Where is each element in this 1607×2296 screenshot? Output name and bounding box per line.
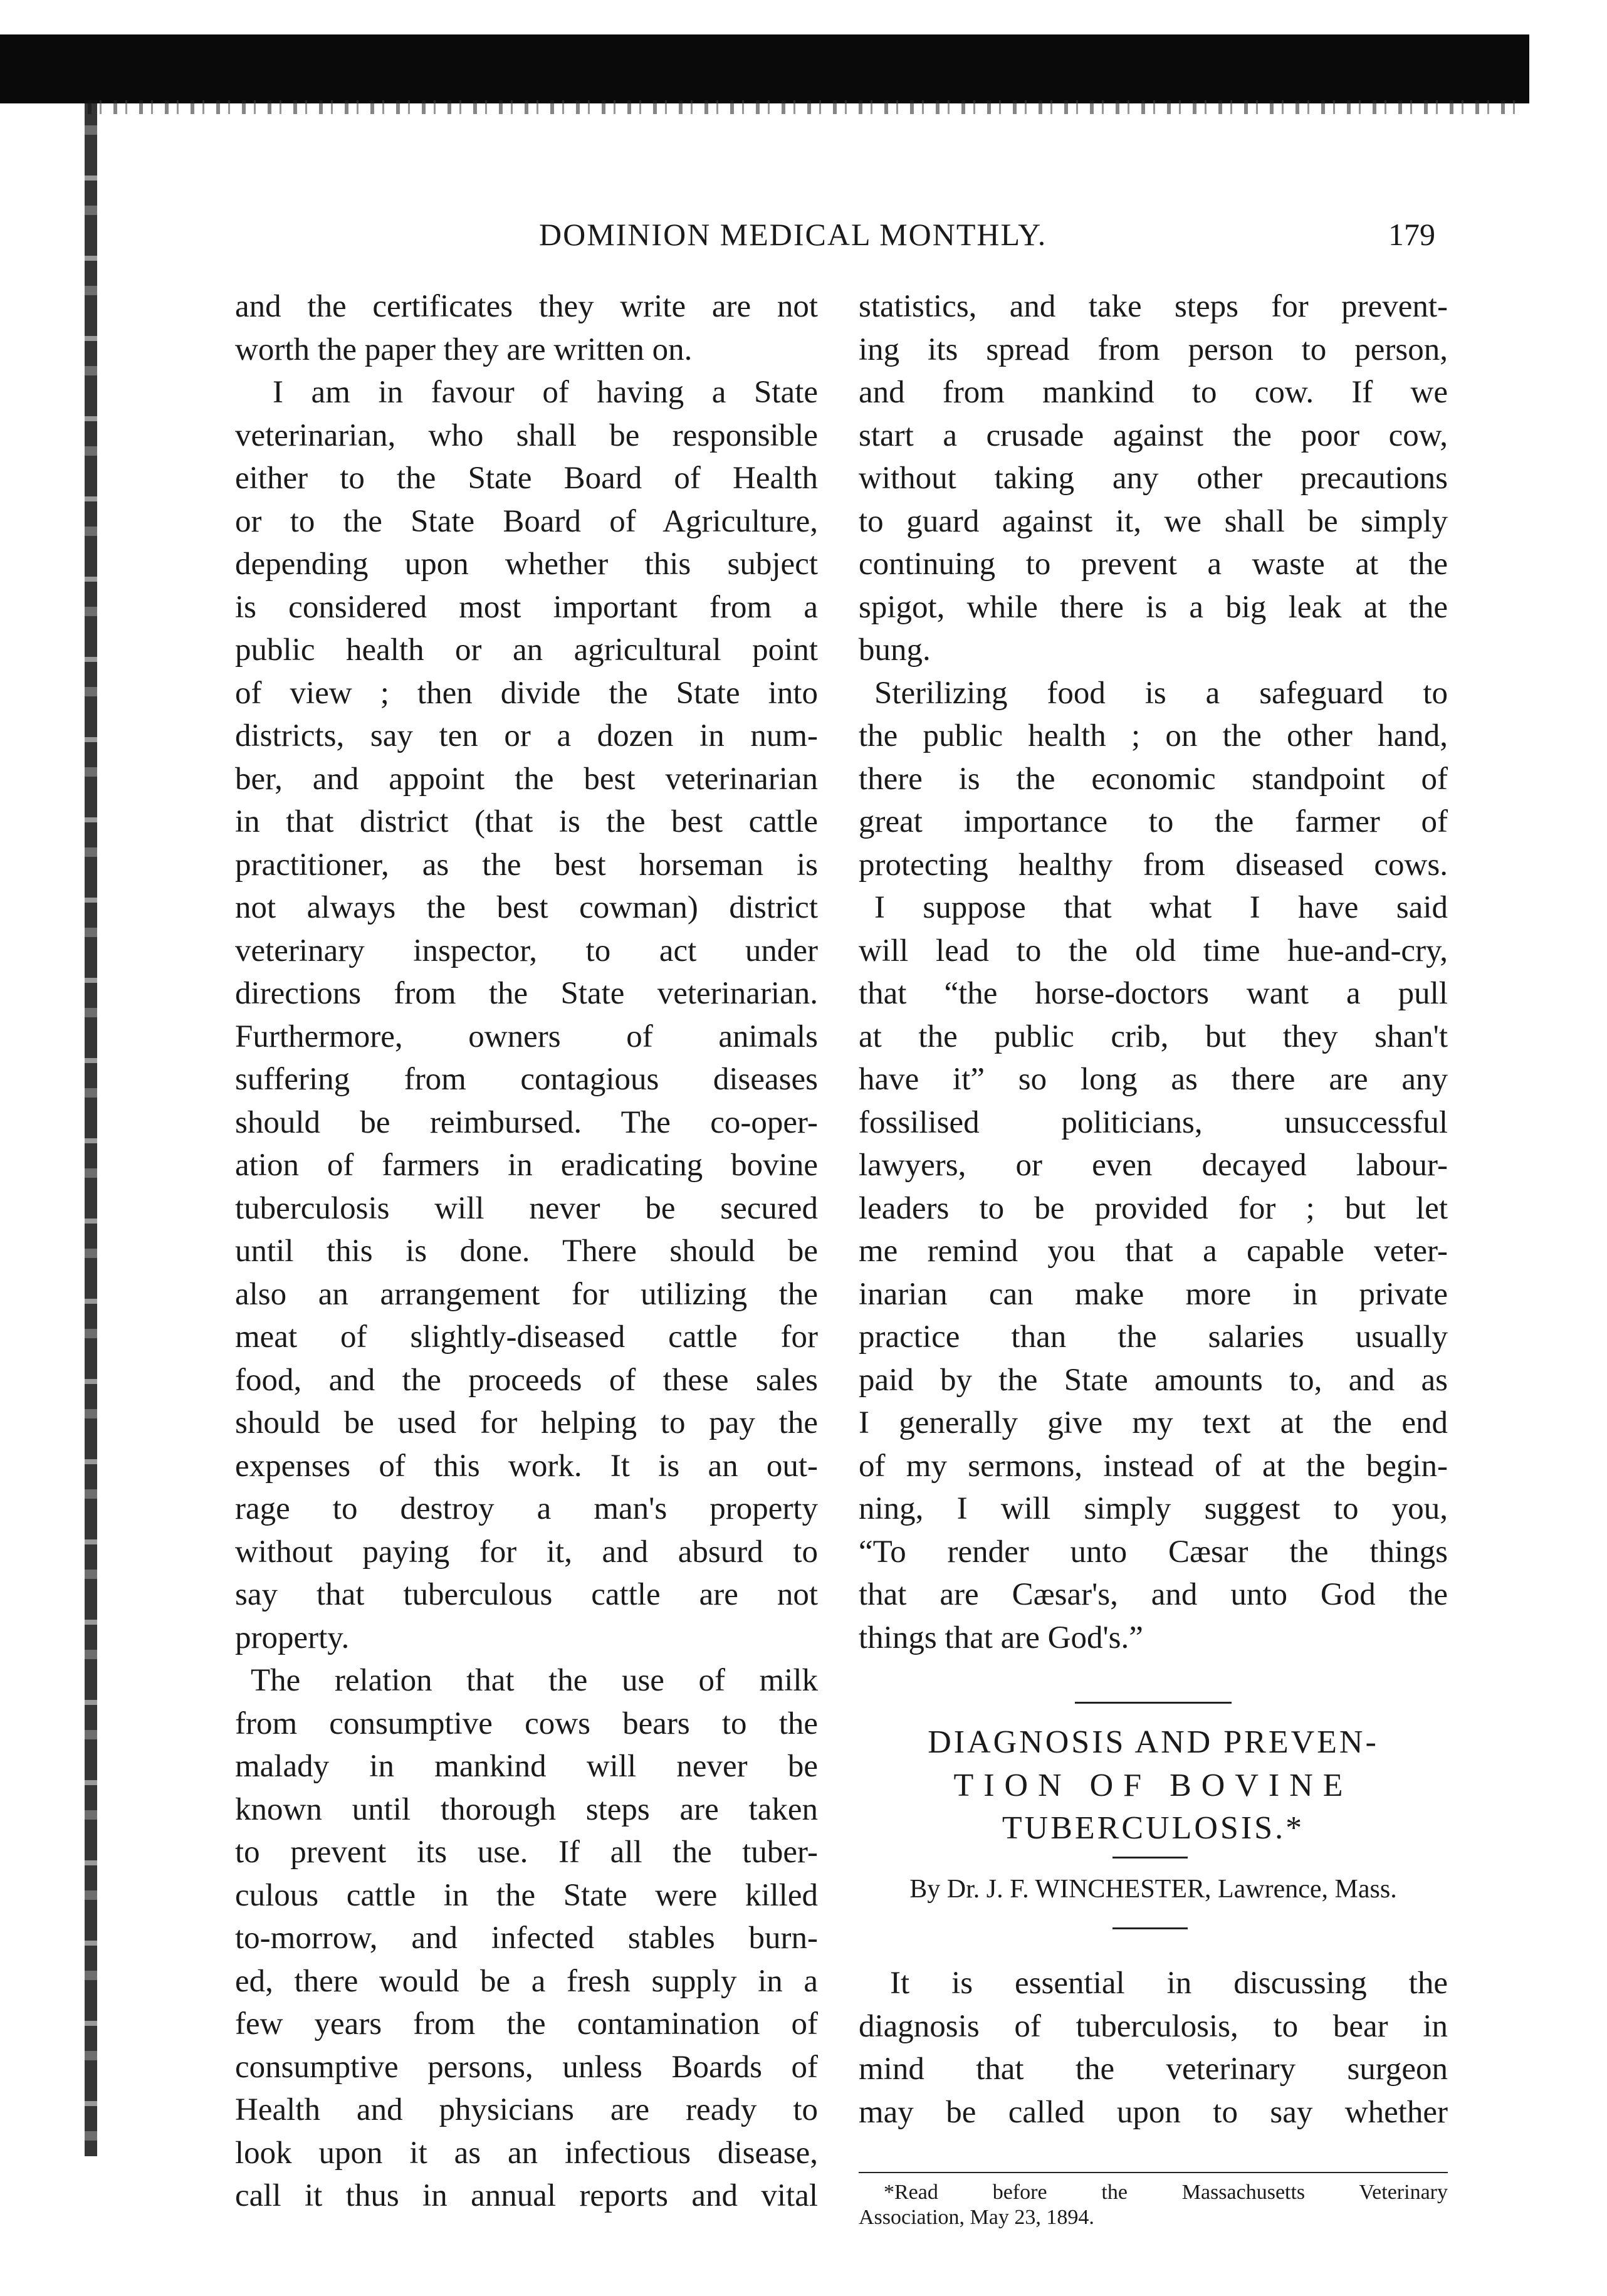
text-line: things that are God's.”	[859, 1620, 1143, 1655]
section-divider	[1075, 1702, 1232, 1704]
text-line: is considered most important from a	[235, 589, 818, 625]
text-line: also an arrangement for utilizing the	[235, 1276, 818, 1312]
article-body	[859, 1962, 1448, 2134]
text-line: ed, there would be a fresh supply in a	[235, 1963, 818, 1999]
text-line: veterinary inspector, to act under	[235, 933, 818, 968]
text-line: or to the State Board of Agriculture,	[235, 503, 818, 539]
text-line: mind that the veterinary surgeon	[859, 2052, 1448, 2087]
article-title-line: TION OF BOVINE	[953, 1767, 1353, 1803]
text-line: ning, I will simply suggest to you,	[859, 1491, 1448, 1526]
text-line: I am in favour of having a State	[273, 375, 818, 410]
footnote	[859, 2180, 1448, 2230]
text-line: ing its spread from person to person,	[859, 332, 1448, 367]
text-line: spigot, while there is a big leak at the	[859, 589, 1448, 625]
text-line: districts, say ten or a dozen in num-	[235, 718, 818, 753]
text-line: should be reimbursed. The co-oper-	[235, 1104, 818, 1140]
article-title-line: DIAGNOSIS AND PREVEN-	[928, 1724, 1379, 1760]
text-line: ber, and appoint the best veterinarian	[235, 761, 818, 797]
text-line: paid by the State amounts to, and as	[859, 1362, 1448, 1398]
text-line: protecting healthy from diseased cows.	[859, 847, 1448, 883]
text-line: worth the paper they are written on.	[235, 332, 693, 367]
text-line: I generally give my text at the end	[859, 1405, 1448, 1440]
text-line: the public health ; on the other hand,	[859, 718, 1448, 753]
text-line: look upon it as an infectious disease,	[235, 2135, 818, 2171]
text-line: that “the horse-doctors want a pull	[859, 976, 1448, 1011]
text-line: I suppose that what I have said	[874, 890, 1448, 925]
text-line: public health or an agricultural point	[235, 632, 818, 668]
byline: By Dr. J. F. WINCHESTER, Lawrence, Mass.	[909, 1875, 1397, 1904]
scan-top-edge	[0, 34, 1529, 103]
text-line: continuing to prevent a waste at the	[859, 547, 1448, 582]
text-line: property.	[235, 1620, 350, 1655]
text-line: food, and the proceeds of these sales	[235, 1362, 818, 1398]
text-line: known until thorough steps are taken	[235, 1791, 818, 1827]
text-line: call it thus in annual reports and vital	[235, 2178, 818, 2213]
text-line: few years from the contamination of	[235, 2006, 818, 2042]
footnote-line: Association, May 23, 1894.	[859, 2206, 1094, 2229]
scan-edge-fringe	[88, 100, 1523, 114]
text-line: without paying for it, and absurd to	[235, 1534, 818, 1570]
text-line: without taking any other precautions	[859, 461, 1448, 496]
text-line: will lead to the old time hue-and-cry,	[859, 933, 1448, 968]
text-line: me remind you that a capable veter-	[859, 1234, 1448, 1269]
text-line: in that district (that is the best cattle	[235, 804, 818, 839]
text-line: should be used for helping to pay the	[235, 1405, 818, 1440]
text-line: have it” so long as there are any	[859, 1062, 1448, 1097]
text-line: meat of slightly-diseased cattle for	[235, 1319, 818, 1355]
text-line: depending upon whether this subject	[235, 547, 818, 582]
text-line: say that tuberculous cattle are not	[235, 1577, 818, 1612]
text-line: leaders to be provided for ; but let	[859, 1190, 1448, 1226]
text-line: at the public crib, but they shan't	[859, 1019, 1448, 1054]
page-number: 179	[1388, 217, 1435, 252]
text-line: The relation that the use of milk	[251, 1663, 818, 1698]
text-line: until this is done. There should be	[235, 1234, 818, 1269]
text-line: Health and physicians are ready to	[235, 2092, 818, 2127]
text-line: ation of farmers in eradicating bovine	[235, 1148, 818, 1183]
text-line: and the certificates they write are not	[235, 289, 818, 324]
text-line: of view ; then divide the State into	[235, 675, 818, 711]
text-line: Furthermore, owners of animals	[235, 1019, 818, 1054]
article-title-line: TUBERCULOSIS.*	[1002, 1810, 1305, 1846]
text-line: practitioner, as the best horseman is	[235, 847, 818, 883]
text-line: expenses of this work. It is an out-	[235, 1448, 818, 1484]
byline-rule	[1112, 1927, 1188, 1929]
text-line: statistics, and take steps for prevent-	[859, 289, 1448, 324]
running-head: DOMINION MEDICAL MONTHLY.	[539, 217, 1047, 252]
text-line: culous cattle in the State were killed	[235, 1877, 818, 1913]
article-title	[859, 1721, 1448, 1850]
footnote-line: *Read before the Massachusetts Veterinary	[884, 2181, 1448, 2204]
text-line: practice than the salaries usually	[859, 1319, 1448, 1355]
text-line: tuberculosis will never be secured	[235, 1190, 818, 1226]
text-line: malady in mankind will never be	[235, 1749, 818, 1784]
text-line: there is the economic standpoint of	[859, 761, 1448, 797]
text-line: Sterilizing food is a safeguard to	[874, 675, 1448, 711]
text-line: rage to destroy a man's property	[235, 1491, 818, 1526]
text-line: directions from the State veterinarian.	[235, 976, 818, 1011]
text-line: great importance to the farmer of	[859, 804, 1448, 839]
text-line: of my sermons, instead of at the begin-	[859, 1448, 1448, 1484]
text-line: inarian can make more in private	[859, 1276, 1448, 1312]
right-column	[859, 285, 1448, 1659]
text-line: start a crusade against the poor cow,	[859, 417, 1448, 453]
text-line: to-morrow, and infected stables burn-	[235, 1921, 818, 1956]
text-line: may be called upon to say whether	[859, 2094, 1448, 2130]
text-line: It is essential in discussing the	[890, 1966, 1448, 2001]
text-line: bung.	[859, 632, 931, 668]
text-line: that are Cæsar's, and unto God the	[859, 1577, 1448, 1612]
text-line: to prevent its use. If all the tuber-	[235, 1835, 818, 1870]
text-line: not always the best cowman) district	[235, 890, 818, 925]
text-line: veterinarian, who shall be responsible	[235, 417, 818, 453]
text-line: suffering from contagious diseases	[235, 1062, 818, 1097]
title-rule	[1112, 1857, 1188, 1858]
text-line: diagnosis of tuberculosis, to bear in	[859, 2008, 1448, 2044]
text-line: to guard against it, we shall be simply	[859, 503, 1448, 539]
text-line: consumptive persons, unless Boards of	[235, 2049, 818, 2085]
text-line: and from mankind to cow. If we	[859, 375, 1448, 410]
footnote-rule	[859, 2172, 1448, 2173]
text-line: from consumptive cows bears to the	[235, 1706, 818, 1741]
text-line: “To render unto Cæsar the things	[859, 1534, 1448, 1570]
text-line: either to the State Board of Health	[235, 461, 818, 496]
text-line: lawyers, or even decayed labour-	[859, 1148, 1448, 1183]
left-column	[235, 285, 818, 2218]
text-line: fossilised politicians, unsuccessful	[859, 1104, 1448, 1140]
scan-binding-edge	[85, 100, 97, 2156]
